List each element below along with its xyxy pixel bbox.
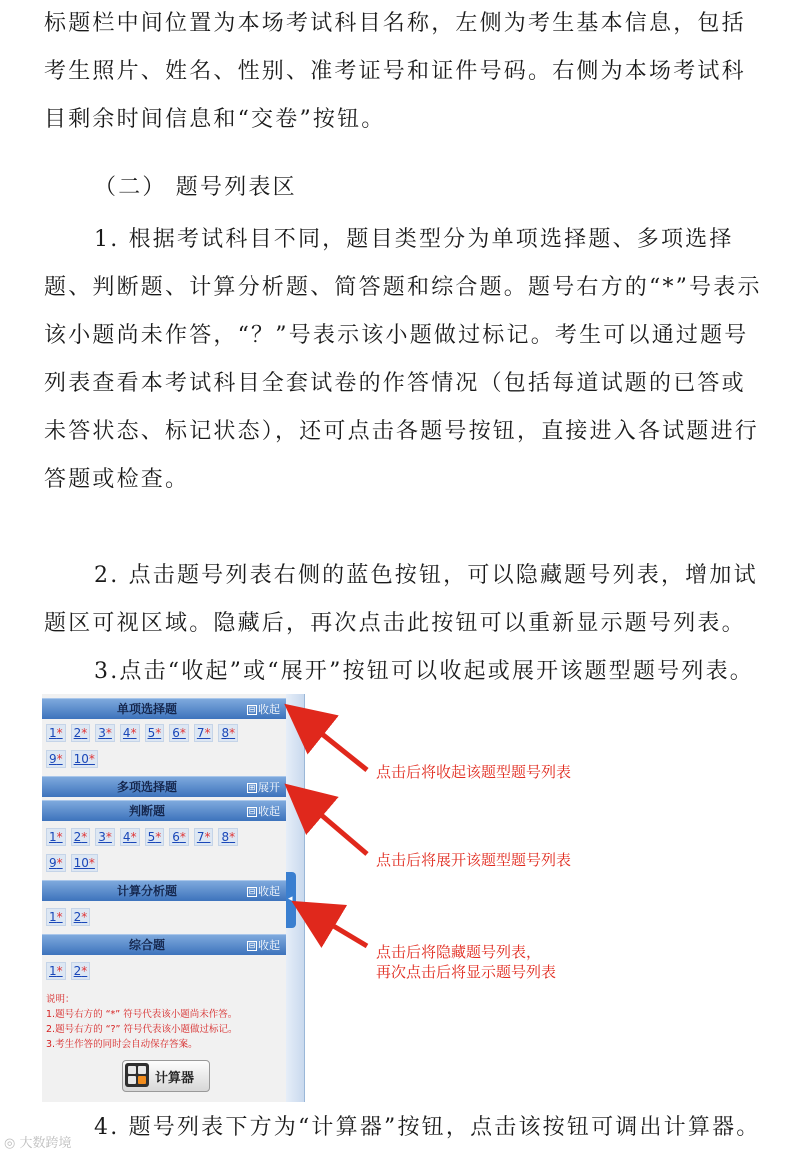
arrow-hide-list [300,906,367,946]
question-button[interactable]: 4* [120,724,140,742]
calculator-label: 计算器 [155,1071,195,1086]
collapse-icon: ⊟ [248,887,256,896]
section-title: 单项选择题 [116,702,177,716]
question-button[interactable]: 5* [145,828,165,846]
question-button[interactable]: 2* [71,724,91,742]
section-title: 计算分析题 [116,884,177,898]
paragraph-1: 1. 根据考试科目不同，题目类型分为单项选择题、多项选择题、判断题、计算分析题、简答题和综合题。题号右方的“*”号表示该小题尚未作答，“？”号表示该小题做过标记。考生可以通过题号列表查看本考试科目全套试卷的作答情况（包括每道试题的已答或未答状态、标记状态），还可点击各题号按钮，直接进入各试题进行答题或检查。 [44,227,762,492]
question-button[interactable]: 9* [46,854,66,872]
question-button[interactable]: 10* [71,854,98,872]
question-button[interactable]: 8* [218,828,238,846]
collapse-icon: ⊟ [248,941,256,950]
section-heading: （二） 题号列表区 [94,175,297,200]
arrow-collapse [292,710,367,770]
collapse-button[interactable]: ⊟ 收起 [248,703,280,716]
instructions-note: 说明： 1.题号右方的 “*” 符号代表该小题尚未作答。 2.题号右方的 “?” 符号代表该小题做过标记。 3.考生作答的同时会自动保存答案。 [46,994,238,1050]
watermark: ◎ 大数跨境 [4,1136,72,1151]
question-button[interactable]: 2* [71,908,91,926]
question-button[interactable]: 7* [194,724,214,742]
callout-collapse: 点击后将收起该题型题号列表 [376,763,572,781]
chevron-left-icon: ◂ [288,894,293,904]
arrow-expand [292,790,367,854]
question-button[interactable]: 3* [95,724,115,742]
collapse-button[interactable]: ⊟ 收起 [248,805,280,818]
annotation-arrows [42,694,762,1102]
collapse-icon: ⊟ [248,807,256,816]
question-button[interactable]: 2* [71,962,91,980]
question-button[interactable]: 7* [194,828,214,846]
section-title: 综合题 [128,938,165,952]
question-button[interactable]: 5* [145,724,165,742]
callout-expand: 点击后将展开该题型题号列表 [376,851,572,869]
question-button[interactable]: 1* [46,962,66,980]
question-button[interactable]: 3* [95,828,115,846]
collapse-button[interactable]: ⊟ 收起 [248,939,280,952]
question-button[interactable]: 6* [169,724,189,742]
paragraph-3: 3.点击“收起”或“展开”按钮可以收起或展开该题型题号列表。 [94,659,754,684]
intro-paragraph: 标题栏中间位置为本场考试科目名称，左侧为考生基本信息，包括考生照片、姓名、性别、准考证号和证件号码。右侧为本场考试科目剩余时间信息和“交卷”按钮。 [44,11,746,132]
expand-button[interactable]: ⊞ 展开 [248,781,280,794]
collapse-button[interactable]: ⊟ 收起 [248,885,280,898]
question-button[interactable]: 1* [46,828,66,846]
question-button[interactable]: 1* [46,908,66,926]
paragraph-2: 2. 点击题号列表右侧的蓝色按钮，可以隐藏题号列表，增加试题区可视区域。隐藏后，再次点击此按钮可以重新显示题号列表。 [44,563,758,636]
question-button[interactable]: 1* [46,724,66,742]
callout-hide-list: 点击后将隐藏题号列表， 再次点击后将显示题号列表 [376,943,557,981]
section-title: 判断题 [128,804,165,818]
question-list-screenshot [42,694,762,1102]
expand-icon: ⊞ [248,783,256,792]
question-button[interactable]: 8* [218,724,238,742]
question-button[interactable]: 4* [120,828,140,846]
watermark-logo-icon: ◎ [4,1136,20,1151]
paragraph-4: 4. 题号列表下方为“计算器”按钮，点击该按钮可调出计算器。 [94,1115,761,1140]
collapse-icon: ⊟ [248,705,256,714]
question-button[interactable]: 2* [71,828,91,846]
question-button[interactable]: 10* [71,750,98,768]
question-button[interactable]: 6* [169,828,189,846]
question-button[interactable]: 9* [46,750,66,768]
section-title: 多项选择题 [116,780,177,794]
